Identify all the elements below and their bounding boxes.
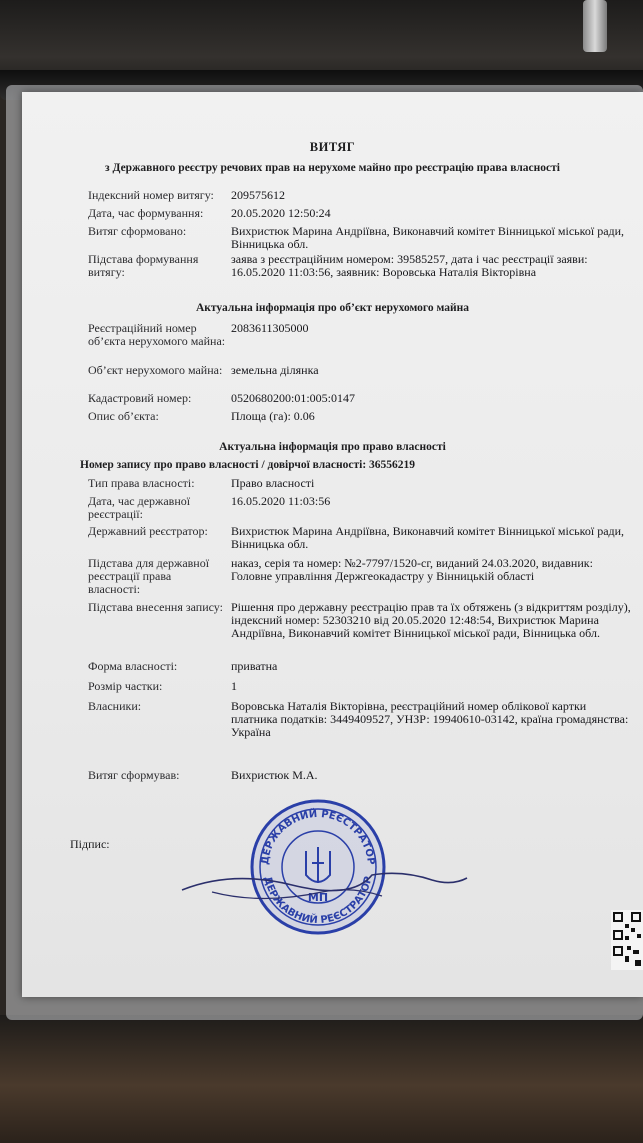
row-value: 2083611305000 (231, 321, 309, 335)
row-label: Підстава внесення запису: (88, 600, 223, 614)
row-label: Державний реєстратор: (88, 524, 208, 538)
row-value: заява з реєстраційним номером: 39585257, дата і час реєстрації заяви: 16.05.2020 11:03:56, заявник: Воровська Наталія Вікторівна (231, 252, 588, 279)
row-label: Підстава для державної реєстрації права власності: (88, 556, 210, 596)
row-label: Тип права власності: (88, 476, 195, 490)
document-title: ВИТЯГ (309, 140, 356, 154)
handwritten-signature (172, 830, 472, 920)
signed-by-label: Витяг сформував: (88, 768, 180, 782)
row-label: Витяг сформовано: (88, 224, 187, 238)
row-value: 209575612 (231, 188, 285, 202)
rights-section-title: Актуальна інформація про право власності (219, 441, 446, 453)
document-page (22, 92, 643, 997)
row-value: Площа (га): 0.06 (231, 409, 315, 423)
row-label: Реєстраційний номер об’єкта нерухомого майна: (88, 321, 226, 348)
row-value: Право власності (231, 476, 315, 490)
row-label: Розмір частки: (88, 679, 163, 693)
row-value: Воровська Наталія Вікторівна, реєстраційний номер облікової картки платника податків: 3449409527, УНЗР: 19940610-03142, країна громадянства: Україна (231, 699, 629, 739)
table-surface (0, 1015, 643, 1143)
qr-code (611, 910, 643, 970)
row-label: Індексний номер витягу: (88, 188, 214, 202)
row-value: 1 (231, 679, 237, 693)
row-label: Об’єкт нерухомого майна: (88, 363, 223, 377)
row-label: Підстава формування витягу: (88, 252, 199, 279)
row-label: Дата, час державної реєстрації: (88, 494, 191, 521)
row-value: 16.05.2020 11:03:56 (231, 494, 331, 508)
row-value: Вихристюк Марина Андріївна, Виконавчий комітет Вінницької міської ради, Вінницька обл. (231, 524, 625, 551)
row-label: Дата, час формування: (88, 206, 204, 220)
row-value: Рішення про державну реєстрацію прав та їх обтяжень (з відкриттям розділу), індексний номер: 52303210 від 20.05.2020 12:48:54, Вихристюк Марина Андріївна, Виконавчий комітет Вінницької міської ради, Вінницька обл. (231, 600, 631, 640)
row-label: Кадастровий номер: (88, 391, 192, 405)
object-section-title: Актуальна інформація про об’єкт нерухомого майна (196, 302, 469, 314)
row-value: Вихристюк Марина Андріївна, Виконавчий комітет Вінницької міської ради, Вінницька обл. (231, 224, 625, 251)
stamp-text-top: ДЕРЖАВНИЙ РЕЄСТРАТОР (259, 808, 377, 866)
stamp-center: МП (307, 891, 329, 904)
document-subtitle: з Державного реєстру речових прав на нерухоме майно про реєстрацію права власності (105, 162, 560, 174)
row-value: 0520680200:01:005:0147 (231, 391, 356, 405)
zipper-pull (583, 0, 607, 52)
row-label: Власники: (88, 699, 142, 713)
row-value: 20.05.2020 12:50:24 (231, 206, 331, 220)
signature-label: Підпис: (70, 837, 110, 851)
row-label: Опис об’єкта: (88, 409, 159, 423)
signed-by-value: Вихристюк М.А. (231, 768, 318, 782)
row-value: приватна (231, 659, 278, 673)
stamp-text-bottom: ДЕРЖАВНИЙ РЕЄСТРАТОР (261, 875, 375, 927)
record-number-line: Номер запису про право власності / довірчої власності: 36556219 (80, 459, 416, 471)
row-value: земельна ділянка (231, 363, 319, 377)
row-value: наказ, серія та номер: №2-7797/1520-сг, виданий 24.03.2020, видавник: Головне управління Держгеокадастру у Вінницькій області (231, 556, 593, 583)
row-label: Форма власності: (88, 659, 178, 673)
